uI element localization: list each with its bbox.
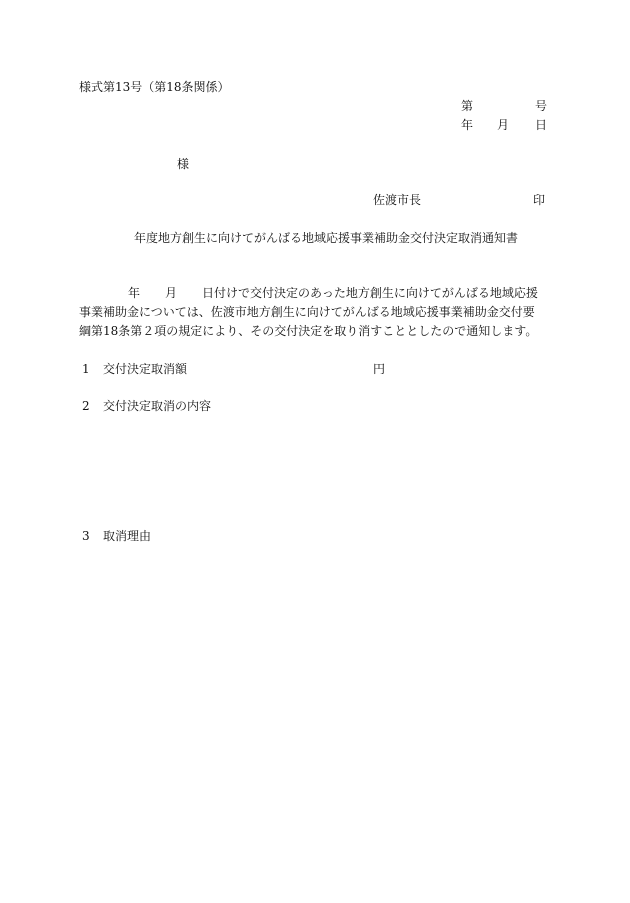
body-line-2: 事業補助金については、佐渡市地方創生に向けてがんばる地域応援事業補助金交付要 [79,305,535,319]
document-title: 年度地方創生に向けてがんばる地域応援事業補助金交付決定取消通知書 [134,231,519,245]
date-day-label: 日 [535,118,548,132]
body-month-label: 月 [165,286,178,300]
item-1-unit: 円 [373,362,386,376]
date-month-label: 月 [497,118,510,132]
body-line-1: 日付けで交付決定のあった地方創生に向けてがんばる地域応援 [202,286,538,300]
sender-name: 佐渡市長 [373,193,422,207]
item-2-number: 2 [82,399,90,413]
seal-mark: 印 [533,193,546,207]
doc-number-prefix: 第 [461,99,474,113]
date-year-label: 年 [461,118,474,132]
form-number-header: 様式第13号（第18条関係） [79,80,230,94]
item-2-label: 交付決定取消の内容 [103,399,212,413]
addressee-honorific: 様 [177,157,190,171]
doc-number-suffix: 号 [535,99,548,113]
item-3-label: 取消理由 [103,529,152,543]
body-line-3: 綱第18条第２項の規定により、その交付決定を取り消すこととしたので通知します。 [79,324,538,338]
item-1-label: 交付決定取消額 [103,362,188,376]
body-year-label: 年 [128,286,141,300]
item-3-number: 3 [82,529,90,543]
item-1-number: 1 [82,362,90,376]
